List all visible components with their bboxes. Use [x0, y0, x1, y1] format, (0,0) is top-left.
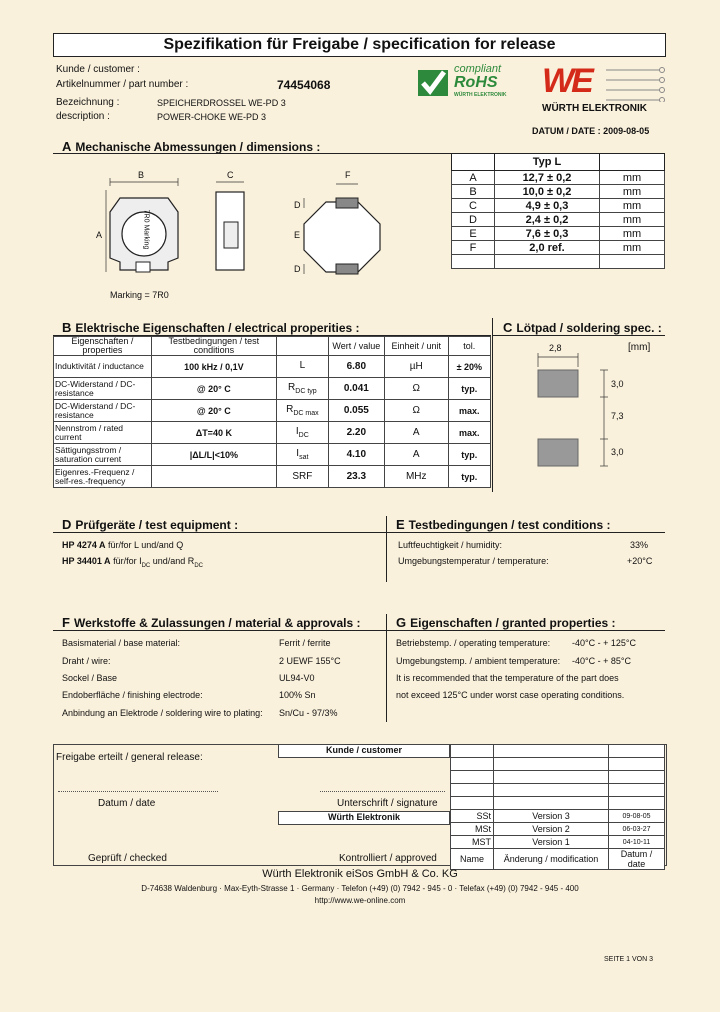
- dim-label-d-top: D: [294, 200, 301, 210]
- brand-text: WÜRTH ELEKTRONIK: [542, 103, 647, 114]
- company-address: D-74638 Waldenburg · Max-Eyth-Strasse 1 · Germany · Telefon (+49) (0) 7942 - 945 - 0 · Telefax (+49) (0) 7942 - 945 - 400: [141, 884, 579, 893]
- company-name: Würth Elektronik eiSos GmbH & Co. KG: [262, 868, 458, 880]
- section-c-letter: C: [503, 320, 513, 335]
- section-e-letter: E: [396, 517, 405, 532]
- section-de-rule: [53, 532, 665, 533]
- ambient-temp-value: -40°C - + 85°C: [572, 656, 631, 666]
- circuit-lines-icon: [606, 66, 666, 102]
- section-fg-rule: [53, 630, 665, 631]
- electrical-row: Eigenres.-Frequenz / self-res.-frequency SRF 23.3 MHz typ.: [54, 466, 491, 488]
- ambient-temp-label: Umgebungstemp. / ambient temperature:: [396, 656, 561, 666]
- release-date: DATUM / DATE : 2009-08-05: [532, 126, 650, 136]
- section-f-letter: F: [62, 615, 70, 630]
- electrical-row: Sättigungsstrom / saturation current |ΔL/L|<10% $I_{sat}$ 4.10 A typ.: [54, 444, 491, 466]
- dim-label-d-bottom: D: [294, 264, 301, 274]
- material-value: 100% Sn: [279, 690, 316, 700]
- dim-label-b: B: [138, 170, 145, 180]
- description-label: description :: [56, 111, 110, 122]
- electrical-row: Induktivität / inductance 100 kHz / 0,1V L 6.80 µH ± 20%: [54, 356, 491, 378]
- temperature-label: Umgebungstemperatur / temperature:: [398, 556, 549, 566]
- dim-row: E 7,6 ± 0,3 mm: [452, 227, 665, 241]
- page-number: SEITE 1 VON 3: [604, 956, 654, 963]
- humidity-value: 33%: [630, 540, 649, 550]
- temperature-value: +20°C: [627, 556, 653, 566]
- electrical-row: DC-Widerstand / DC-resistance @ 20° C $R_{DC typ}$ 0.041 Ω typ.: [54, 378, 491, 400]
- revision-row: MSt Version 2 06-03-27: [451, 823, 665, 836]
- electrical-row: Nennstrom / rated current ΔT=40 K $I_{DC}$ 2.20 A max.: [54, 422, 491, 444]
- revision-row: MST Version 1 04-10-11: [451, 836, 665, 849]
- date-line: [58, 791, 218, 792]
- material-value: Sn/Cu - 97/3%: [279, 708, 338, 718]
- material-label: Draht / wire:: [62, 656, 111, 666]
- humidity-label: Luftfeuchtigkeit / humidity:: [398, 540, 503, 550]
- section-g-letter: G: [396, 615, 407, 630]
- rohs-sub: WÜRTH ELEKTRONIK: [454, 92, 507, 98]
- section-d-header: [62, 517, 238, 532]
- checked-label: Geprüft / checked: [88, 853, 167, 864]
- dim-label-a: A: [96, 230, 103, 240]
- type-header: Typ L: [495, 154, 600, 171]
- section-c-divider: [492, 318, 493, 492]
- test-equipment-1: HP 4274 A für/for L und/and Q: [62, 540, 184, 550]
- material-value: 2 UEWF 155°C: [279, 656, 341, 666]
- dim-label-e: E: [294, 230, 301, 240]
- date-label: Datum / date: [98, 798, 156, 809]
- pad-gap: 7,3: [611, 411, 624, 421]
- pad-height-2: 3,0: [611, 447, 624, 457]
- dim-row: [452, 255, 665, 269]
- section-e-title: Testbedingungen / test conditions :: [408, 518, 611, 532]
- dim-row: D 2,4 ± 0,2 mm: [452, 213, 665, 227]
- temp-note-2: not exceed 125°C under worst case operating conditions.: [396, 690, 625, 700]
- designation-value: SPEICHERDROSSEL WE-PD 3: [157, 98, 286, 108]
- customer-label: Kunde / customer :: [56, 64, 140, 75]
- mechanical-drawing: [96, 162, 396, 302]
- we-logo-text: WE: [542, 62, 591, 100]
- revision-table: SSt Version 3 09-08-05 MSt Version 2 06-03-27 MST Version 1 04-10-11 Name Änderung / modification Datum / date: [450, 744, 665, 870]
- compliant-text: compliant: [454, 63, 502, 75]
- pad-height-1: 3,0: [611, 379, 624, 389]
- section-e-header: [396, 517, 610, 532]
- temp-note-1: It is recommended that the temperature of the part does: [396, 673, 619, 683]
- pad-width: 2,8: [549, 343, 562, 353]
- section-c-title: Lötpad / soldering spec. :: [516, 321, 662, 335]
- description-value: POWER-CHOKE WE-PD 3: [157, 112, 267, 122]
- signature-line: [320, 791, 445, 792]
- part-number: 74454068: [277, 78, 331, 92]
- customer-box: Kunde / customer: [278, 744, 450, 758]
- section-g-title: Eigenschaften / granted properties :: [410, 616, 616, 630]
- material-value: UL94-V0: [279, 673, 315, 683]
- rohs-logo: [416, 64, 530, 100]
- company-url[interactable]: http://www.we-online.com: [314, 896, 406, 905]
- section-a-title: Mechanische Abmessungen / dimensions :: [75, 140, 321, 154]
- section-fg-divider: [386, 614, 387, 722]
- section-c-header: [503, 320, 662, 335]
- section-f-title: Werkstoffe & Zulassungen / material & approvals :: [73, 616, 361, 630]
- operating-temp-label: Betriebstemp. / operating temperature:: [396, 638, 551, 648]
- part-number-label: Artikelnummer / part number :: [56, 79, 189, 90]
- section-b-title: Elektrische Eigenschaften / electrical properities :: [75, 321, 360, 335]
- section-de-divider: [386, 516, 387, 582]
- electrical-table: Eigenschaften / properties Testbedingungen / test conditions Wert / value Einheit / unit tol. Induktivität / inductance 100 kHz / 0,1V L 6.80 µH ± 20% DC-Widerstand / DC-resistance @ 20° C $R_{DC typ}$ 0.041 Ω typ. DC-Widerstand / DC-resistance @ 20° C $R_{DC max}$ 0.055 Ω max. Nennstrom / rated current ΔT=40 K $I_{DC}$ 2.20 A max. Sättigungsstrom / saturation current |ΔL/L|<10% $I_{sat}$ 4.10 A typ. Eigenres.-Frequenz / self-res.-frequency SRF 23.3 MHz typ.: [53, 336, 491, 488]
- section-f-header: [62, 615, 360, 630]
- section-d-title: Prüfgeräte / test equipment :: [75, 518, 239, 532]
- pad-unit: [mm]: [628, 342, 651, 353]
- section-g-header: [396, 615, 616, 630]
- designation-label: Bezeichnung :: [56, 97, 120, 108]
- operating-temp-value: -40°C - + 125°C: [572, 638, 636, 648]
- section-d-letter: D: [62, 517, 72, 532]
- material-label: Endoberfläche / finishing electrode:: [62, 690, 203, 700]
- section-b-header: [62, 320, 360, 335]
- material-value: Ferrit / ferrite: [279, 638, 331, 648]
- material-label: Sockel / Base: [62, 673, 118, 683]
- electrical-row: DC-Widerstand / DC-resistance @ 20° C $R_{DC max}$ 0.055 Ω max.: [54, 400, 491, 422]
- dim-row: B 10,0 ± 0,2 mm: [452, 185, 665, 199]
- marking-note: Marking = 7R0: [110, 290, 169, 300]
- page-title: Spezifikation für Freigabe / specification for release: [53, 33, 666, 57]
- section-a-letter: A: [62, 139, 72, 154]
- dim-row: C 4,9 ± 0,3 mm: [452, 199, 665, 213]
- section-b-letter: B: [62, 320, 72, 335]
- revision-row: SSt Version 3 09-08-05: [451, 810, 665, 823]
- material-label: Basismaterial / base material:: [62, 638, 181, 648]
- approved-label: Kontrolliert / approved: [339, 853, 437, 864]
- we-box: Würth Elektronik: [278, 811, 450, 825]
- release-label: Freigabe erteilt / general release:: [56, 752, 203, 763]
- dimension-table: [451, 153, 665, 269]
- material-label: Anbindung an Elektrode / soldering wire to plating:: [62, 708, 263, 718]
- dim-row: F 2,0 ref. mm: [452, 241, 665, 255]
- we-logo: [536, 62, 666, 112]
- marking-on-part: 7R0 Marking: [142, 209, 150, 250]
- section-c-rule: [492, 335, 665, 336]
- dim-label-c: C: [227, 170, 234, 180]
- signature-label: Unterschrift / signature: [337, 798, 438, 809]
- section-a-header: [62, 139, 320, 154]
- test-equipment-2: HP 34401 A für/for $I_{DC}$ und/and $R_{DC}$: [62, 556, 203, 569]
- dim-label-f: F: [345, 170, 351, 180]
- dim-row: A 12,7 ± 0,2 mm: [452, 171, 665, 185]
- rohs-text: RoHS: [454, 74, 498, 91]
